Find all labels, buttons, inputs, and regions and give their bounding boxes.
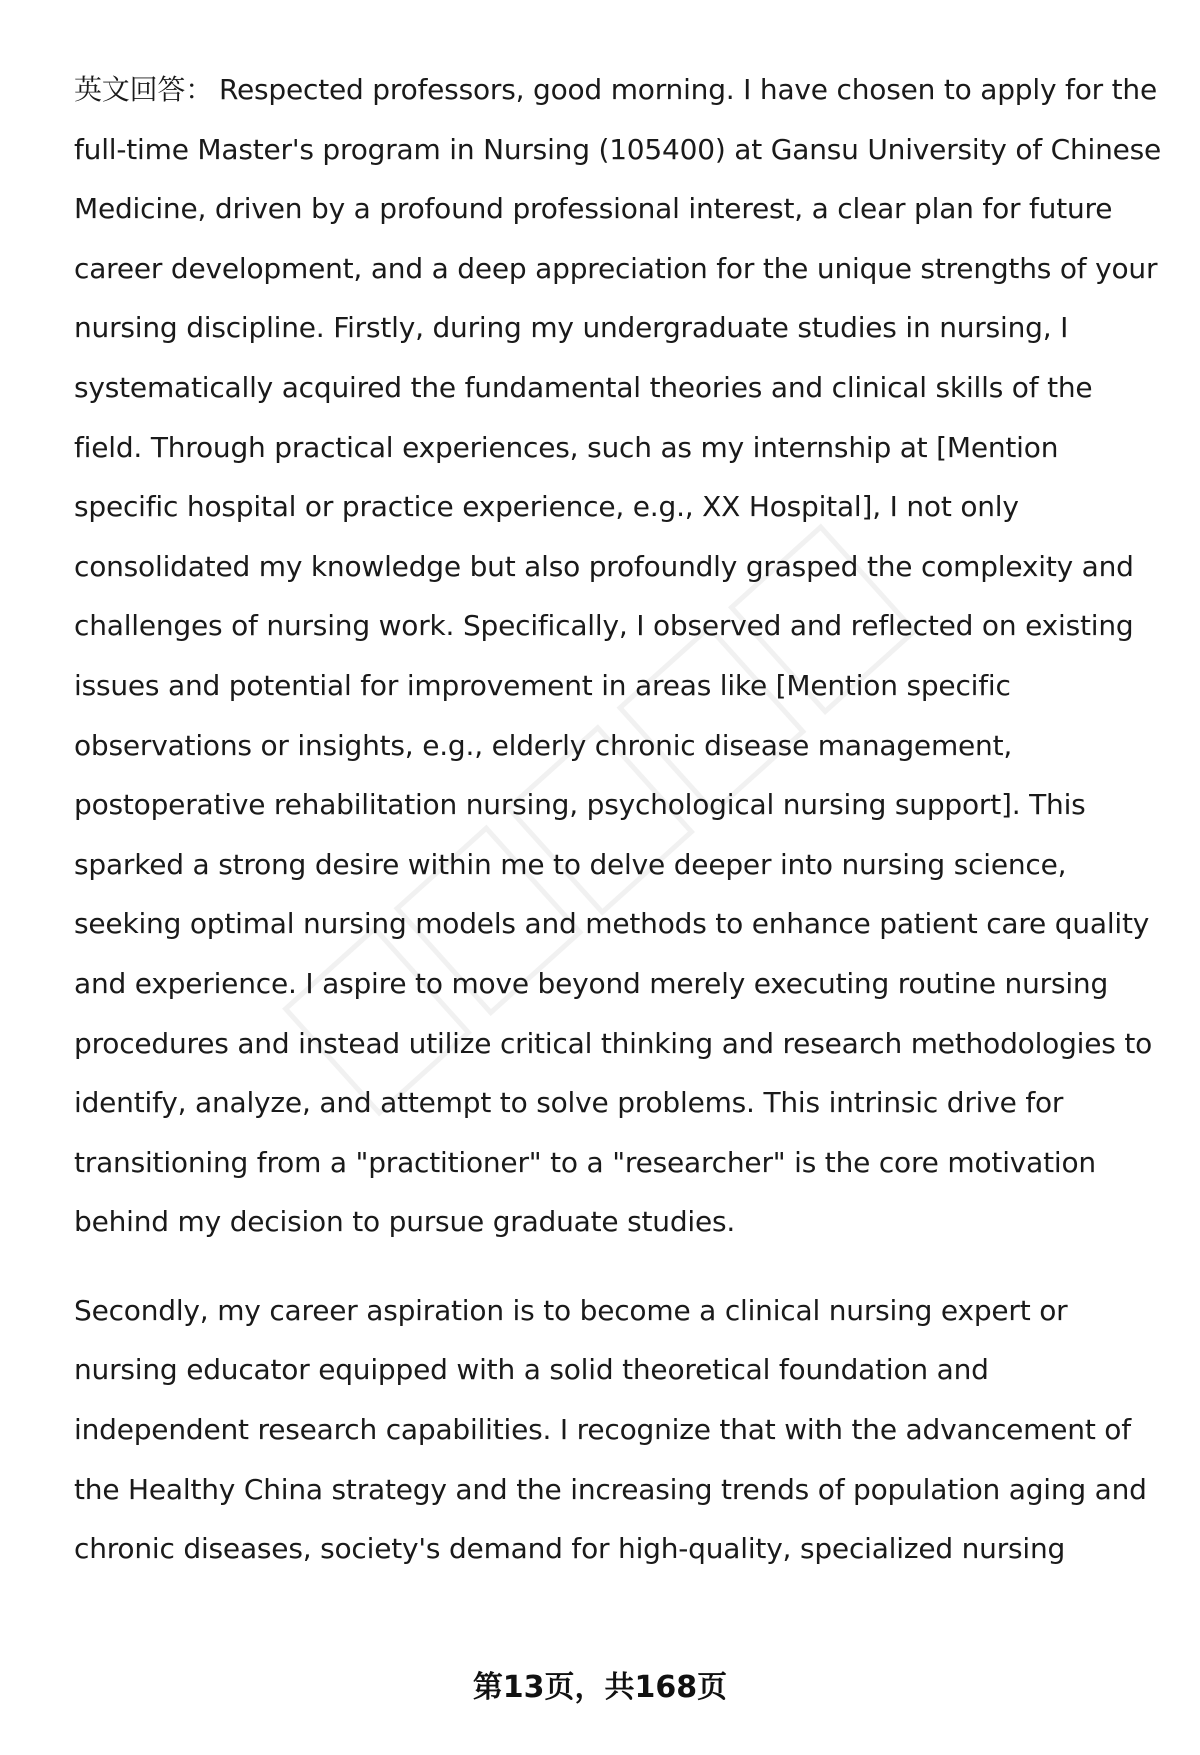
paragraph-1 — [74, 60, 1164, 1252]
paragraph-2 — [74, 1281, 1164, 1579]
paragraph-text: Respected professors, good morning. I have chosen to apply for the full-time Master's program in Nursing (105400) at Gansu University of Chinese Medicine, driven by a profound professional interest, a clear plan for future career development, and a deep appreciation for the unique strengths of your nursing discipline. Firstly, during my undergraduate studies in nursing, I systematically acquired the fundamental theories and clinical skills of the field. Through practical experiences, such as my internship at [Mention specific hospital or practice experience, e.g., XX Hospital], I not only consolidated my knowledge but also profoundly grasped the complexity and challenges of nursing work. Specifically, I observed and reflected on existing issues and potential for improvement in areas like [Mention specific observations or insights, e.g., elderly chronic disease management, postoperative rehabilitation nursing, psychological nursing support]. This sparked a strong desire within me to delve deeper into nursing science, seeking optimal nursing models and methods to enhance patient care quality and experience. I aspire to move beyond merely executing routine nursing procedures and instead utilize critical thinking and research methodologies to identify, analyze, and attempt to solve problems. This intrinsic drive for transitioning from a "practitioner" to a "researcher" is the core motivation behind my decision to pursue graduate studies. — [74, 73, 1162, 1239]
paragraph-text: Secondly, my career aspiration is to become a clinical nursing expert or nursing educator equipped with a solid theoretical foundation and independent research capabilities. I recognize that with the advancement of the Healthy China strategy and the increasing trends of population aging and chronic diseases, society's demand for high-quality, specialized nursing — [74, 1293, 1147, 1566]
document-body — [74, 60, 1164, 1579]
answer-label: 英文回答： — [74, 73, 214, 106]
page-number: 第13页，共168页 — [472, 1670, 728, 1705]
